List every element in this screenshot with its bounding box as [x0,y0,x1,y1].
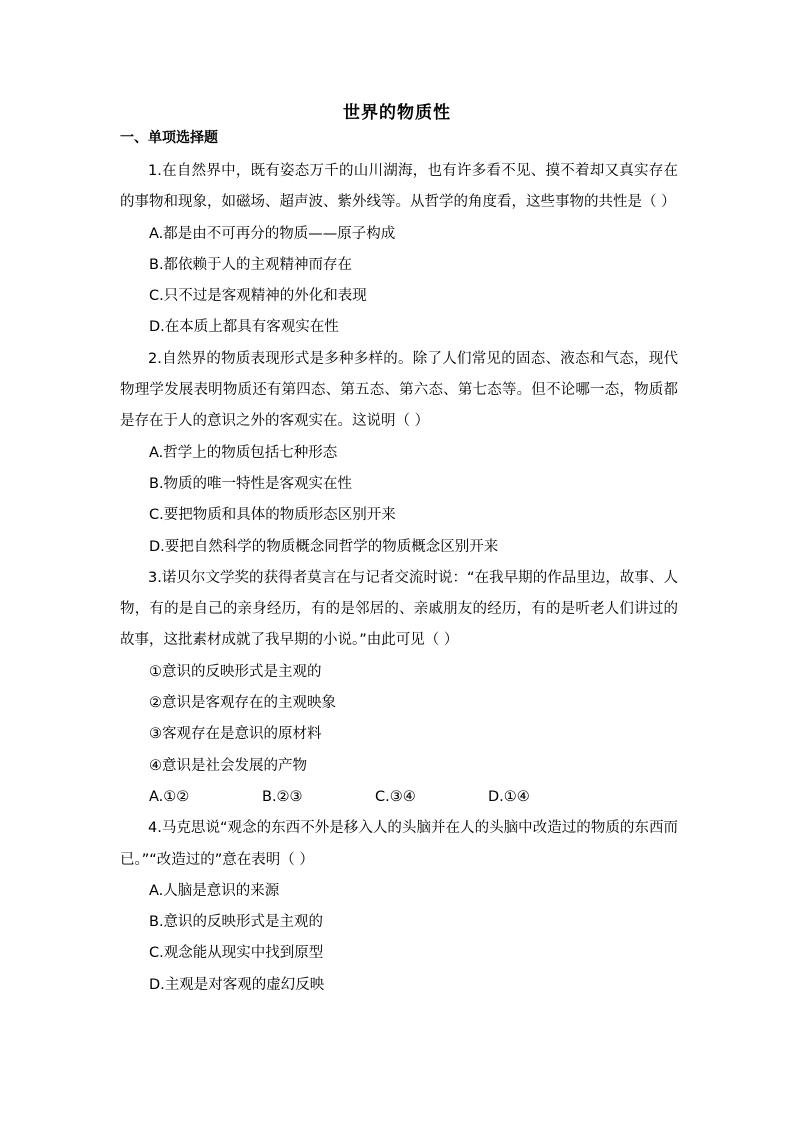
option-c: C.要把物质和具体的物质形态区别开来 [149,507,396,524]
question-1 [120,156,678,344]
option-d: D.主观是对客观的虚幻反映 [149,976,325,993]
question-4 [120,813,678,1001]
section-heading: 一、单项选择题 [120,130,218,146]
question-stem: 1.在自然界中，既有姿态万千的山川湖海，也有许多看不见、摸不着却又真实存在的事物和现象，如磁场、超声波、紫外线等。从哲学的角度看，这些事物的共性是（ ） [120,163,678,211]
option-d: D.要把自然科学的物质概念同哲学的物质概念区别开来 [149,538,499,555]
statement-4: ④意识是社会发展的产物 [149,757,307,774]
option-c: C.只不过是客观精神的外化和表现 [149,288,367,305]
question-stem: 3.诺贝尔文学奖的获得者莫言在与记者交流时说：“在我早期的作品里边，故事、人物，有的是自己的亲身经历，有的是邻居的、亲戚朋友的经历，有的是听老人们讲过的故事，这批素材成就了我早期的小说。”由此可见（ ） [120,569,678,649]
option-c: C.观念能从现实中找到原型 [149,945,324,962]
question-stem: 2.自然界的物质表现形式是多种多样的。除了人们常见的固态、液态和气态，现代物理学发展表明物质还有第四态、第五态、第六态、第七态等。但不论哪一态，物质都是存在于人的意识之外的客观实在。这说明（ ） [120,350,678,430]
option-b: B.意识的反映形式是主观的 [149,914,324,931]
choice-c: C.③④ [375,788,416,805]
document-title: 世界的物质性 [343,103,451,123]
option-b: B.物质的唯一特性是客观实在性 [149,475,353,492]
question-3 [120,563,678,813]
option-b: B.都依赖于人的主观精神而存在 [149,256,353,273]
question-2 [120,344,678,563]
question-stem: 4.马克思说“观念的东西不外是移入人的头脑并在人的头脑中改造过的物质的东西而已。”“改造过的”意在表明（ ） [120,820,678,868]
option-d: D.在本质上都具有客观实在性 [149,319,339,336]
choice-d: D.①④ [488,788,530,805]
choice-a: A.①② [149,788,190,805]
statement-2: ②意识是客观存在的主观映象 [149,695,336,712]
statement-3: ③客观存在是意识的原材料 [149,726,322,743]
option-a: A.哲学上的物质包括七种形态 [149,444,338,461]
option-a: A.人脑是意识的来源 [149,882,280,899]
question-list [120,156,678,1001]
option-a: A.都是由不可再分的物质——原子构成 [149,225,396,242]
statement-1: ①意识的反映形式是主观的 [149,663,322,680]
choice-row [120,782,678,813]
choice-b: B.②③ [262,788,303,805]
